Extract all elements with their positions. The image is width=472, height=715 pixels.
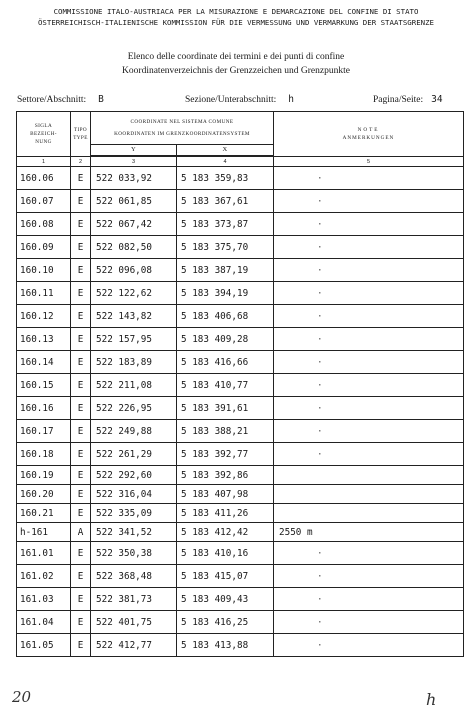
note-mark: · [317, 264, 323, 276]
table-row [17, 351, 464, 374]
cell-y: 522 316,04 [91, 485, 177, 504]
cell-sigla: 160.13 [17, 328, 71, 351]
cell-y: 522 157,95 [91, 328, 177, 351]
cell-tipo: E [71, 374, 91, 397]
col-header-sigla: SIGLA BEZEICH- NUNG [17, 112, 71, 157]
cell-sigla: 160.11 [17, 282, 71, 305]
note-mark: · [317, 425, 323, 437]
cell-x: 5 183 388,21 [177, 420, 274, 443]
handwritten-note-left: 20 [12, 688, 32, 706]
cell-note [274, 213, 464, 236]
cell-sigla: 160.20 [17, 485, 71, 504]
cell-y: 522 211,08 [91, 374, 177, 397]
table-row [17, 236, 464, 259]
commission-title-it: COMMISSIONE ITALO-AUSTRIACA PER LA MISURAZIONE E DEMARCAZIONE DEL CONFINE DI STATO [53, 7, 419, 16]
cell-y: 522 292,60 [91, 466, 177, 485]
note-mark: · [317, 639, 323, 651]
table-row [17, 282, 464, 305]
cell-tipo: E [71, 190, 91, 213]
table-row [17, 611, 464, 634]
cell-y: 522 335,09 [91, 504, 177, 523]
cell-y: 522 249,88 [91, 420, 177, 443]
cell-y: 522 183,89 [91, 351, 177, 374]
table-row [17, 167, 464, 190]
pagina-value: 34 [431, 94, 443, 105]
col-header-tipo: TIPO TYPE [71, 112, 91, 157]
cell-tipo: E [71, 466, 91, 485]
cell-x: 5 183 416,25 [177, 611, 274, 634]
cell-sigla: 160.07 [17, 190, 71, 213]
note-mark: · [317, 593, 323, 605]
note-mark: · [317, 287, 323, 299]
cell-sigla: 160.10 [17, 259, 71, 282]
cell-x: 5 183 406,68 [177, 305, 274, 328]
cell-x: 5 183 359,83 [177, 167, 274, 190]
note-mark: · [317, 547, 323, 559]
cell-tipo: E [71, 259, 91, 282]
cell-y: 522 261,29 [91, 443, 177, 466]
cell-tipo: E [71, 351, 91, 374]
document-title [0, 50, 472, 78]
cell-x: 5 183 409,28 [177, 328, 274, 351]
cell-sigla: 160.08 [17, 213, 71, 236]
sezione-value: h [288, 94, 295, 105]
cell-note [274, 611, 464, 634]
cell-tipo: E [71, 634, 91, 657]
cell-tipo: E [71, 542, 91, 565]
settore-field [17, 94, 104, 105]
cell-note [274, 374, 464, 397]
cell-note [274, 305, 464, 328]
note-mark: · [317, 333, 323, 345]
commission-title-de: ÖSTERREICHISCH-ITALIENISCHE KOMMISSION FÜR DIE VERMESSUNG UND VERMARKUNG DER STAATSGRENZE [37, 18, 434, 27]
cell-note [274, 328, 464, 351]
note-mark: · [317, 195, 323, 207]
cell-y: 522 226,95 [91, 397, 177, 420]
handwritten-note-right: h [426, 690, 437, 709]
cell-tipo: E [71, 588, 91, 611]
cell-tipo: E [71, 305, 91, 328]
cell-y: 522 368,48 [91, 565, 177, 588]
col-header-note: NOTE ANMERKUNGEN [274, 112, 464, 157]
note-mark: · [317, 616, 323, 628]
coordinates-table [16, 111, 464, 657]
cell-note [274, 443, 464, 466]
cell-x: 5 183 409,43 [177, 588, 274, 611]
cell-y: 522 082,50 [91, 236, 177, 259]
cell-sigla: 161.02 [17, 565, 71, 588]
cell-sigla: 160.09 [17, 236, 71, 259]
cell-sigla: 161.04 [17, 611, 71, 634]
table-row [17, 305, 464, 328]
cell-tipo: E [71, 213, 91, 236]
cell-sigla: 160.18 [17, 443, 71, 466]
cell-note [274, 167, 464, 190]
note-mark: · [317, 356, 323, 368]
col-number-5: 5 [274, 157, 464, 167]
cell-x: 5 183 373,87 [177, 213, 274, 236]
pagina-label: Pagina/Seite: [373, 95, 424, 105]
cell-note [274, 542, 464, 565]
cell-y: 522 412,77 [91, 634, 177, 657]
note-mark: · [317, 172, 323, 184]
table-row [17, 504, 464, 523]
cell-note [274, 466, 464, 485]
col-header-coordinates: COORDINATE NEL SISTEMA COMUNE KOORDINATEN IM GRENZKOORDINATENSYSTEM [91, 112, 274, 145]
table-row [17, 374, 464, 397]
table-row [17, 542, 464, 565]
cell-sigla: 161.03 [17, 588, 71, 611]
cell-x: 5 183 411,26 [177, 504, 274, 523]
cell-note [274, 259, 464, 282]
cell-tipo: E [71, 611, 91, 634]
document-title-de: Koordinatenverzeichnis der Grenzzeichen und Grenzpunkte [122, 66, 350, 76]
cell-note [274, 420, 464, 443]
cell-y: 522 401,75 [91, 611, 177, 634]
col-number-1: 1 [17, 157, 71, 167]
cell-note [274, 282, 464, 305]
cell-sigla: 160.16 [17, 397, 71, 420]
sezione-label: Sezione/Unterabschnitt: [185, 95, 277, 105]
cell-note [274, 485, 464, 504]
cell-sigla: h-161 [17, 523, 71, 542]
note-mark: · [317, 218, 323, 230]
cell-tipo: E [71, 328, 91, 351]
cell-y: 522 061,85 [91, 190, 177, 213]
cell-x: 5 183 410,16 [177, 542, 274, 565]
cell-y: 522 341,52 [91, 523, 177, 542]
cell-tipo: A [71, 523, 91, 542]
col-number-2: 2 [71, 157, 91, 167]
cell-tipo: E [71, 420, 91, 443]
table-row [17, 397, 464, 420]
cell-x: 5 183 413,88 [177, 634, 274, 657]
note-mark: · [317, 448, 323, 460]
cell-tipo: E [71, 565, 91, 588]
cell-tipo: E [71, 485, 91, 504]
cell-sigla: 160.17 [17, 420, 71, 443]
note-mark: · [317, 241, 323, 253]
cell-x: 5 183 415,07 [177, 565, 274, 588]
cell-x: 5 183 392,86 [177, 466, 274, 485]
table-row [17, 328, 464, 351]
cell-note [274, 504, 464, 523]
note-mark: · [317, 310, 323, 322]
cell-note [274, 634, 464, 657]
cell-x: 5 183 410,77 [177, 374, 274, 397]
cell-x: 5 183 387,19 [177, 259, 274, 282]
cell-tipo: E [71, 443, 91, 466]
note-mark: · [317, 379, 323, 391]
cell-note [274, 565, 464, 588]
cell-x: 5 183 412,42 [177, 523, 274, 542]
cell-y: 522 122,62 [91, 282, 177, 305]
table-row [17, 190, 464, 213]
cell-x: 5 183 375,70 [177, 236, 274, 259]
cell-note [274, 588, 464, 611]
cell-tipo: E [71, 397, 91, 420]
col-number-4: 4 [177, 157, 274, 167]
column-number-row [17, 157, 464, 167]
cell-note [274, 351, 464, 374]
table-row [17, 259, 464, 282]
sezione-field [185, 94, 294, 105]
table-row [17, 634, 464, 657]
cell-note: 2550 m [274, 523, 464, 542]
settore-value: B [98, 94, 104, 105]
cell-y: 522 033,92 [91, 167, 177, 190]
cell-y: 522 067,42 [91, 213, 177, 236]
cell-y: 522 350,38 [91, 542, 177, 565]
col-number-3: 3 [91, 157, 177, 167]
table-row [17, 420, 464, 443]
cell-sigla: 160.15 [17, 374, 71, 397]
table-row [17, 443, 464, 466]
cell-y: 522 096,08 [91, 259, 177, 282]
table-row [17, 213, 464, 236]
cell-tipo: E [71, 282, 91, 305]
settore-label: Settore/Abschnitt: [17, 95, 87, 105]
cell-sigla: 160.06 [17, 167, 71, 190]
commission-header [0, 6, 472, 28]
cell-x: 5 183 391,61 [177, 397, 274, 420]
pagina-field [373, 94, 443, 105]
table-row [17, 485, 464, 504]
col-header-x: X [177, 145, 274, 156]
cell-tipo: E [71, 167, 91, 190]
cell-sigla: 160.12 [17, 305, 71, 328]
cell-x: 5 183 394,19 [177, 282, 274, 305]
document-title-it: Elenco delle coordinate dei termini e dei punti di confine [127, 52, 345, 62]
cell-tipo: E [71, 236, 91, 259]
cell-tipo: E [71, 504, 91, 523]
cell-note [274, 236, 464, 259]
note-mark: · [317, 570, 323, 582]
cell-sigla: 161.01 [17, 542, 71, 565]
cell-x: 5 183 367,61 [177, 190, 274, 213]
cell-x: 5 183 407,98 [177, 485, 274, 504]
table-row [17, 565, 464, 588]
col-header-y: Y [91, 145, 177, 156]
cell-x: 5 183 392,77 [177, 443, 274, 466]
cell-sigla: 160.14 [17, 351, 71, 374]
cell-sigla: 160.21 [17, 504, 71, 523]
cell-x: 5 183 416,66 [177, 351, 274, 374]
table-row [17, 588, 464, 611]
cell-sigla: 160.19 [17, 466, 71, 485]
cell-sigla: 161.05 [17, 634, 71, 657]
cell-y: 522 381,73 [91, 588, 177, 611]
note-mark: · [317, 402, 323, 414]
cell-note [274, 397, 464, 420]
table-row [17, 523, 464, 542]
table-row [17, 466, 464, 485]
cell-y: 522 143,82 [91, 305, 177, 328]
cell-note [274, 190, 464, 213]
